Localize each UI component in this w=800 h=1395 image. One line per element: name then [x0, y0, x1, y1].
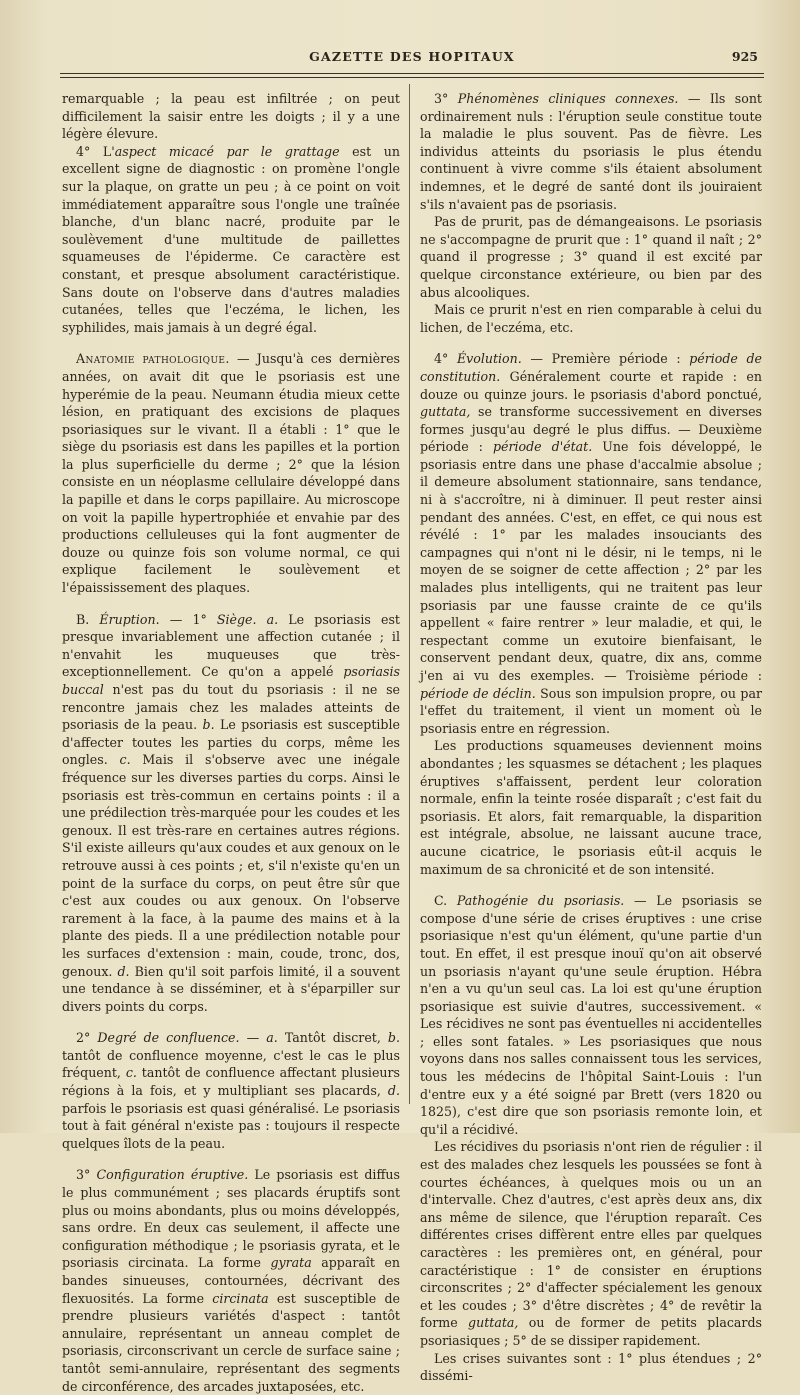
paragraph-text: Tantôt discret,: [277, 1030, 388, 1046]
paragraph-pathogenie: [420, 892, 762, 1138]
paragraph-text: est susceptible de prendre plusieurs variétés d'aspect : tantôt annulaire, représentant un anneau complet de psoriasis, circonscrivant un cercle de surface saine ; tantôt semi-annulaire, représentant des segments de circonférence, des arcades juxtaposées, etc.: [62, 1290, 400, 1394]
list-marker: b.: [202, 717, 215, 733]
italic-term: psoriasis buccal: [62, 664, 400, 697]
paragraph-lead: 3°: [76, 1167, 97, 1183]
paragraph-lead: B.: [76, 611, 100, 627]
paragraph-text: tantôt de confluence moyenne, c'est le cas le plus fréquent,: [62, 1047, 400, 1081]
header-rule-bottom: [60, 77, 764, 78]
paragraph-text: tantôt de confluence affectant plusieurs régions à la fois, et y multipliant ses placards,: [62, 1065, 400, 1099]
paragraph-text: — Ils sont ordinairement nuls : l'éruption seule constitue toute la maladie le plus souvent. Pas de fièvre. Les individus atteints du psoriasis le plus étendu continuent à vivre comme s'ils étaient absolument indemnes, et le degré de santé dont ils jouiraient s'ils n'avaient pas de psoriasis.: [420, 91, 762, 212]
paragraph-prurit-comparison: Mais ce prurit n'est en rien comparable à celui du lichen, de l'eczéma, etc.: [420, 302, 762, 335]
section-heading: Éruption.: [99, 611, 160, 627]
paragraph-lead: 4° L': [76, 143, 115, 159]
italic-term: guttata,: [468, 1315, 519, 1331]
paragraph-lead: 3°: [434, 91, 458, 106]
paragraph-text: Généralement courte et rapide : en douze ou quinze jours. le psoriasis d'abord ponctué,: [420, 368, 762, 402]
paragraph-text: n'est pas du tout du psoriasis : il ne se rencontre jamais chez les malades atteints de psoriasis de la peau.: [62, 682, 400, 733]
paragraph-text: Le psoriasis est susceptible d'affecter toutes les parties du corps, même les ongles.: [62, 717, 400, 768]
column-divider: [409, 84, 410, 1104]
subsection-heading: Siège. a.: [216, 611, 279, 627]
paragraph-lead: 2°: [76, 1030, 98, 1046]
subsection-heading: Configuration éruptive.: [96, 1167, 249, 1183]
italic-term: période d'état.: [492, 439, 593, 455]
paragraph-aspect-mica: [62, 143, 400, 337]
list-marker: d.: [387, 1083, 400, 1099]
paragraph-anatomie-pathologique: [62, 350, 400, 596]
paragraph-text: — Le psoriasis se compose d'une série de crises éruptives : une crise psoriasique n'est qu'un élément, qu'une partie d'un tout. En effet, il est presque inouï qu'on ait observé un psoriasis n'ayant qu'une seule éruption. Hébra n'en a vu qu'un seul cas. La loi est qu'une éruption psoriasique est suivie d'autres, successivement. « Les récidives ne sont pas éventuelles ni accidentelles ; elles sont fatales. » Les psoriasiques que nous voyons dans nos salles connaissent tous les services, tous les médecins de l'hôpital Saint-Louis : l'un d'entre eux y a été soigné par Brett (vers 1820 ou 1825), c'est dire que son psoriasis remonte loin, et qu'il a récidivé.: [420, 893, 762, 1137]
italic-term: gyrata: [270, 1255, 312, 1271]
paragraph-lead: 4°: [434, 351, 457, 367]
subsection-heading: Phénomènes cliniques connexes.: [457, 91, 679, 106]
section-heading: Pathogénie du psoriasis.: [456, 893, 625, 909]
paragraph-text: est un excellent signe de diagnostic : on promène l'ongle sur la plaque, on gratte un peu ; à ce point on voit immédiatement apparaître sous l'ongle une traînée blanche, d'un blanc nacré, produite par le soulèvement d'une multitude de paillettes squameuses de l'épiderme. Ce caractère est constant, et presque absolument caractéristique. Sans doute on l'observe dans d'autres maladies cutanées, telles que l'eczéma, le lichen, les syphilides, mais jamais à un degré égal.: [62, 143, 400, 335]
list-marker: d.: [117, 963, 130, 979]
paragraph-text: apparaît en bandes sinueuses, contournées, décrivant des flexuosités. La forme: [62, 1255, 400, 1306]
running-title: GAZETTE DES HOPITAUX: [309, 49, 515, 64]
italic-term: période de constitution.: [420, 351, 762, 384]
paragraph-text: Une fois développé, le psoriasis entre dans une phase d'accalmie absolue ; il demeure absolument stationnaire, sans tendance, ni à s'accroître, ni à diminuer. Il peut rester ainsi pendant des années. C'est, en effet, ce qui nous est révélé : 1° par les malades insouciants des campagnes qui n'ont ni le désir, ni le temps, ni le moyen de se soigner de cette affection ; 2° par les malades plus intelligents, qui ne traitent pas leur psoriasis par une fausse crainte de ce qu'ils appellent « faire rentrer » leur maladie, et qui, le respectant comme un exutoire bienfaisant, le conservent pendant deux, quatre, dix ans, comme j'en ai vu des exemples. — Troisième période :: [420, 439, 762, 683]
paragraph-text: parfois le psoriasis est quasi généralisé. Le psoriasis tout à fait général n'existe pas : toujours il respecte quelques îlots de la peau.: [62, 1100, 400, 1151]
left-column: [62, 90, 400, 1395]
subsection-heading: Degré de confluence. — a.: [97, 1030, 278, 1046]
section-heading: Anatomie pathologique.: [76, 351, 230, 367]
paragraph-text: — Première période :: [521, 351, 690, 367]
subsection-heading: Évolution.: [456, 351, 522, 367]
paragraph-text: — 1°: [159, 611, 217, 627]
paragraph-lead: C.: [434, 893, 457, 909]
paragraph-text: se transforme successivement en diverses formes jusqu'au degré le plus diffus. — Deuxième période :: [420, 404, 762, 455]
italic-term: aspect micacé par le grattage: [114, 143, 340, 159]
paragraph-text: Les récidives du psoriasis n'ont rien de régulier : il est des malades chez lesquels les poussées se font à courtes échéances, à quelques mois ou un an d'intervalle. Chez d'autres, c'est après deux ans, dix ans même de silence, que l'éruption reparaît. Ces différentes crises diffèrent entre elles par quelques caractères : les premières ont, en général, pour caractéristique : 1° de consister en éruptions circonscrites ; 2° d'affecter spécialement les genoux et les coudes ; 3° d'être discrètes ; 4° de revêtir la forme: [420, 1139, 762, 1331]
paragraph-text: Le psoriasis est presque invariablement une affection cutanée ; il n'envahit les muqueuses que très-exceptionnellement. Ce qu'on a appelé: [62, 611, 400, 680]
list-marker: b.: [387, 1030, 400, 1046]
paragraph-text: Sous son impulsion propre, ou par l'effet du traitement, il vient un moment où le psoriasis entre en régression.: [420, 685, 762, 736]
paragraph-text: Bien qu'il soit parfois limité, il a souvent une tendance à se disséminer, et à s'éparpiller sur divers points du corps.: [62, 963, 400, 1014]
paragraph-text: ou de former de petits placards psoriasiques ; 5° de se dissiper rapidement.: [420, 1315, 762, 1348]
italic-term: période de déclin.: [420, 685, 536, 701]
paragraph-prurit: Pas de prurit, pas de démangeaisons. Le psoriasis ne s'accompagne de prurit que : 1° quand il naît ; 2° quand il progresse ; 3° quand il est excité par quelque circonstance extérieure, ou bien par des abus alcooliques.: [420, 214, 762, 300]
italic-term: circinata: [212, 1290, 269, 1306]
paragraph-evolution: [420, 350, 762, 737]
paragraph-text: — Jusqu'à ces dernières années, on avait dit que le psoriasis est une hyperémie de la peau. Neumann étudia mieux cette lésion, en pratiquant des excisions de plaques psoriasiques sur le vivant. Il a établi : 1° que le siège du psoriasis est dans les papilles et la portion la plus superficielle du derme ; 2° que la lésion consiste en un néoplasme cellulaire développé dans la papille et dans le corps papillaire. Au microscope on voit la papille hypertrophiée et envahie par des productions celluleuses qui la font augmenter de douze ou quinze fois son volume normal, ce qui explique facilement le soulèvement et l'épaississement des plaques.: [62, 351, 401, 596]
paragraph-skin-infiltration: remarquable ; la peau est infiltrée ; on peut difficilement la saisir entre les doigts ; il y a une légère élevure.: [62, 91, 400, 142]
paragraph-regression: Les productions squameuses deviennent moins abondantes ; les squasmes se détachent ; les plaques éruptives s'affaissent, perdent leur coloration normale, enfin la teinte rosée disparaît ; c'est fait du psoriasis. Et alors, fait remarquable, la disparition est intégrale, absolue, ne laissant aucune trace, aucune cicatrice, le psoriasis eût-il acquis le maximum de sa chronicité et de son intensité.: [420, 738, 762, 877]
right-column: [420, 90, 762, 1385]
paragraph-crises-suivantes: Les crises suivantes sont : 1° plus étendues ; 2° dissémi-: [420, 1350, 762, 1384]
paragraph-recidives: [420, 1138, 762, 1349]
paragraph-text: Mais il s'observe avec une inégale fréquence sur les diverses parties du corps. Ainsi le psoriasis est très-commun en certains points : il a une prédilection très-marquée pour les coudes et les genoux. Il est très-rare en certaines autres régions. S'il existe ailleurs qu'aux coudes et aux genoux on le retrouve aussi à ces points ; et, s'il n'existe qu'en un point de la surface du corps, on peut être sûr que c'est aux coudes ou aux genoux. On l'observe rarement à la face, à la paume des mains et à la plante des pieds. Il a une prédilection notable pour les surfaces d'extension : main, coude, tronc, dos, genoux.: [62, 752, 400, 979]
page-header: [60, 49, 764, 69]
paragraph-eruption-siege: [62, 611, 400, 1016]
paragraph-text: Le psoriasis est diffus le plus communément ; ses placards éruptifs sont plus ou moins abondants, plus ou moins développés, sans ordre. En deux cas seulement, il affecte une configuration méthodique ; le psoriasis gyrata, et le psoriasis circinata. La forme: [62, 1167, 400, 1271]
page-number: 925: [731, 49, 758, 64]
header-rule-top: [60, 73, 764, 74]
list-marker: c.: [125, 1065, 137, 1081]
paragraph-phenomenes-cliniques: [420, 90, 762, 213]
list-marker: c.: [119, 752, 131, 768]
italic-term: guttata,: [420, 404, 471, 420]
paragraph-degre-confluence: [62, 1029, 400, 1152]
paragraph-configuration-eruptive: [62, 1166, 400, 1395]
